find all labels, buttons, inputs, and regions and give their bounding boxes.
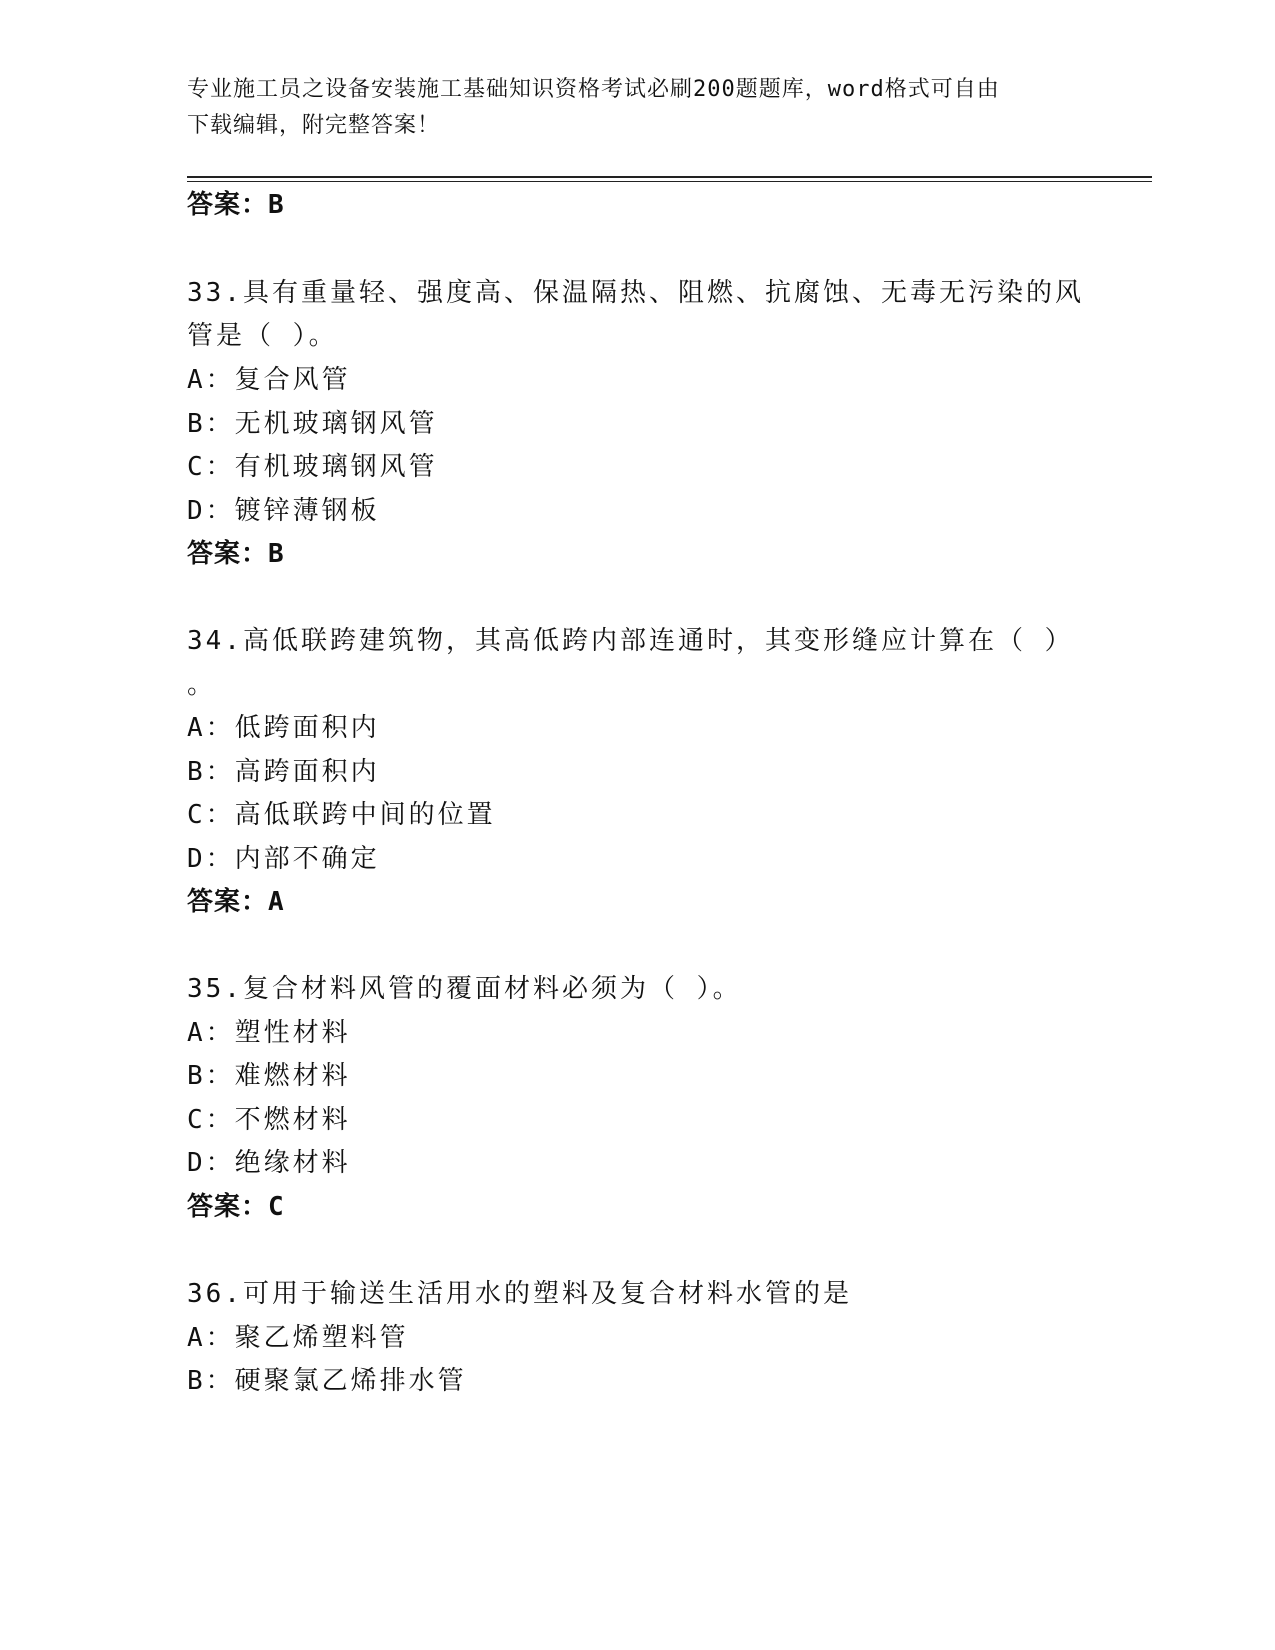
answer-q33: 答案：B bbox=[187, 539, 285, 569]
question-34-option-d: D：内部不确定 bbox=[187, 844, 380, 874]
question-34-option-b: B：高跨面积内 bbox=[187, 757, 380, 787]
answer-q34: 答案：A bbox=[187, 887, 285, 917]
page-header bbox=[187, 72, 1067, 144]
header-line-2: 下载编辑，附完整答案！ bbox=[187, 113, 441, 138]
question-33-option-a: A：复合风管 bbox=[187, 365, 351, 395]
question-35-option-c: C：不燃材料 bbox=[187, 1105, 351, 1135]
question-33-option-d: D：镀锌薄钢板 bbox=[187, 496, 380, 526]
question-33-option-c: C：有机玻璃钢风管 bbox=[187, 452, 438, 482]
question-35-option-b: B：难燃材料 bbox=[187, 1061, 351, 1091]
question-34-option-c: C：高低联跨中间的位置 bbox=[187, 800, 496, 830]
question-34-option-a: A：低跨面积内 bbox=[187, 713, 380, 743]
question-33-option-b: B：无机玻璃钢风管 bbox=[187, 409, 438, 439]
answer-q32: 答案：B bbox=[187, 190, 285, 220]
question-36-stem-line-1: 36.可用于输送生活用水的塑料及复合材料水管的是 bbox=[187, 1279, 852, 1309]
question-35-stem-line-1: 35.复合材料风管的覆面材料必须为（ ）。 bbox=[187, 974, 742, 1004]
question-33-stem-line-2: 管是（ ）。 bbox=[187, 321, 338, 351]
question-35-option-a: A：塑性材料 bbox=[187, 1018, 351, 1048]
question-33-stem-line-1: 33.具有重量轻、强度高、保温隔热、阻燃、抗腐蚀、无毒无污染的风 bbox=[187, 278, 1084, 308]
question-35-option-d: D：绝缘材料 bbox=[187, 1148, 351, 1178]
question-36-option-b: B：硬聚氯乙烯排水管 bbox=[187, 1366, 467, 1396]
answer-q35: 答案：C bbox=[187, 1192, 285, 1222]
header-divider bbox=[187, 176, 1152, 182]
question-34-stem-line-1: 34.高低联跨建筑物，其高低跨内部连通时，其变形缝应计算在（ ） bbox=[187, 626, 1074, 656]
question-36-option-a: A：聚乙烯塑料管 bbox=[187, 1323, 409, 1353]
question-34-stem-line-2: 。 bbox=[187, 670, 217, 700]
header-line-1: 专业施工员之设备安装施工基础知识资格考试必刷200题题库，word格式可自由 bbox=[187, 77, 1000, 102]
